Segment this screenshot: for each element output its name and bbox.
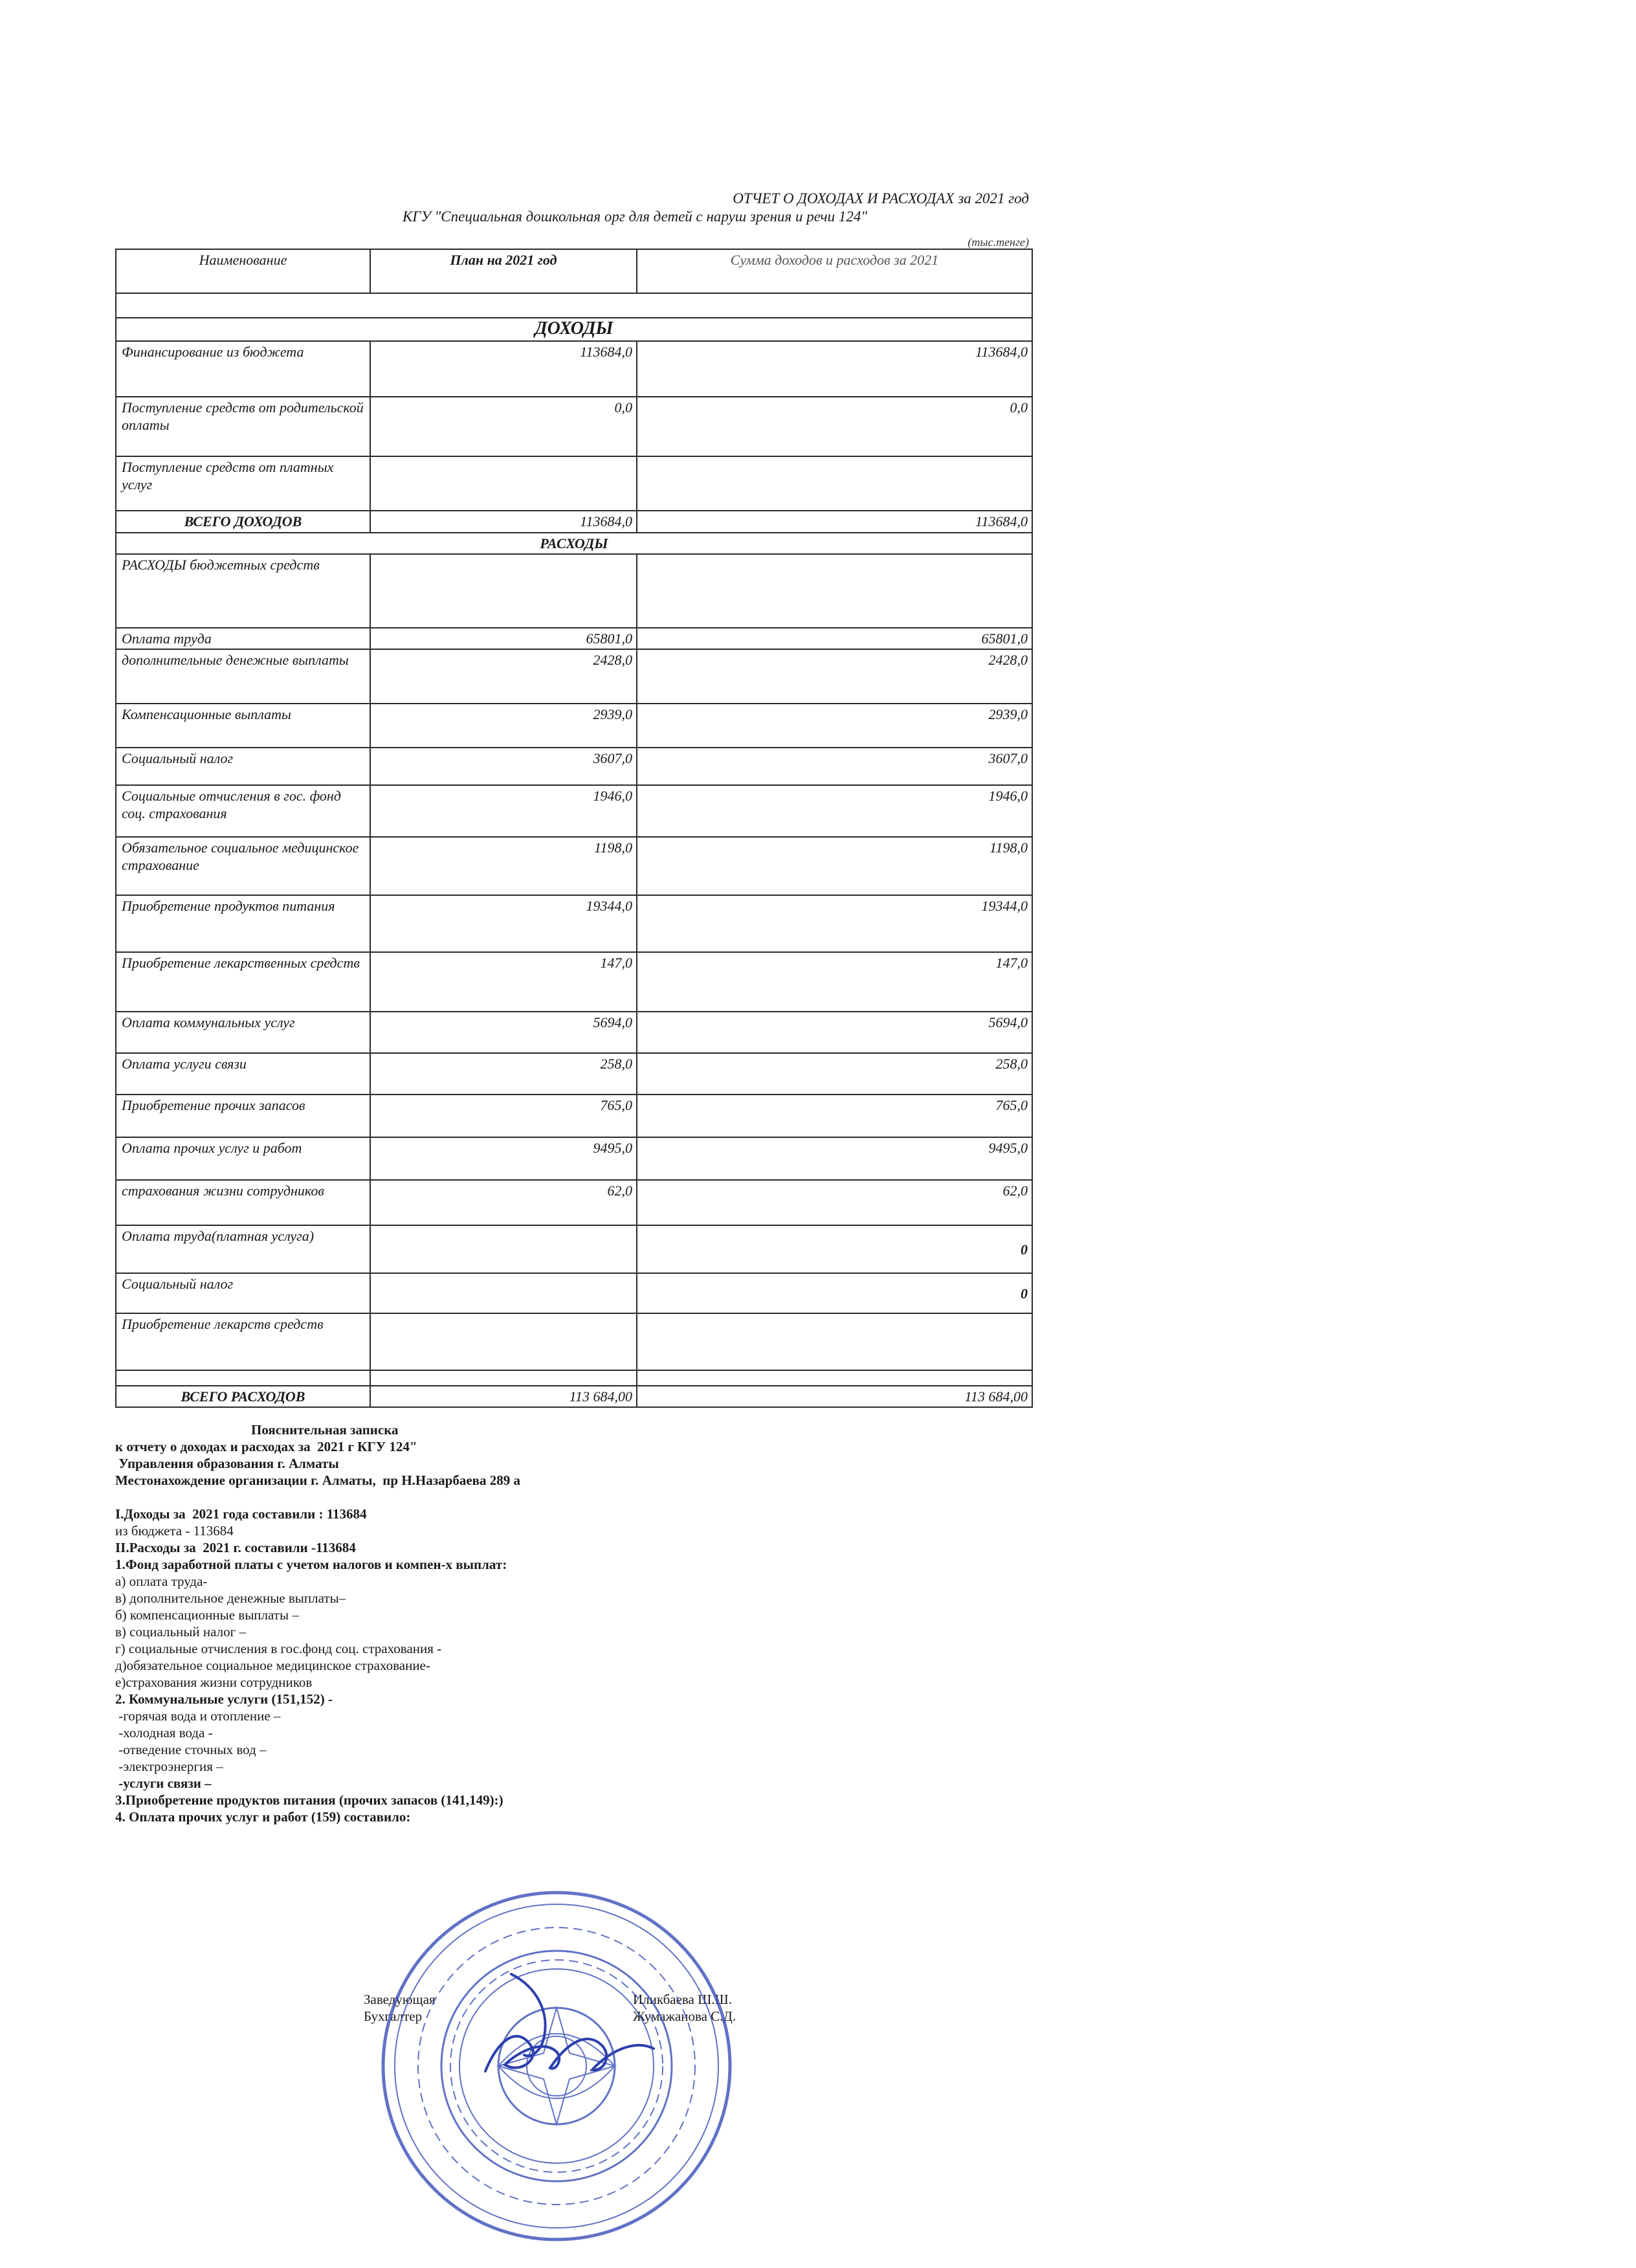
row-plan (370, 554, 637, 628)
wage-fund-heading: 1.Фонд заработной платы с учетом налогов и компен-х выплат: (115, 1557, 507, 1572)
note-line: к отчету о доходах и расходах за 2021 г КГУ 124" (115, 1439, 417, 1454)
report-title: ОТЧЕТ О ДОХОДАХ И РАСХОДАХ за 2021 год (733, 190, 1029, 206)
income-total-row (116, 511, 1032, 533)
row-name: Обязательное социальное медицинское страхование (116, 837, 370, 895)
table-row (116, 895, 1032, 952)
report-table (115, 249, 1033, 1408)
row-name: Приобретение продуктов питания (116, 895, 370, 952)
row-name: Поступление средств от платных услуг (116, 456, 370, 511)
row-plan: 1946,0 (370, 785, 637, 837)
row-plan: 258,0 (370, 1053, 637, 1095)
expense-total-label: ВСЕГО РАСХОДОВ (116, 1386, 370, 1407)
table-row (116, 1095, 1032, 1137)
explanatory-note (115, 1421, 827, 1825)
table-row (116, 837, 1032, 895)
head-role: Заведующая (364, 1992, 436, 2007)
accountant-role: Бухгалтер (364, 2008, 423, 2024)
table-row (116, 1180, 1032, 1225)
table-row (116, 628, 1032, 649)
row-actual: 1946,0 (637, 785, 1032, 837)
row-name: Приобретение лекарственных средств (116, 952, 370, 1012)
table-row (116, 456, 1032, 511)
row-name: Оплата труда(платная услуга) (116, 1225, 370, 1273)
row-plan: 3607,0 (370, 748, 637, 785)
row-name: Социальный налог (116, 1273, 370, 1313)
row-plan: 65801,0 (370, 628, 637, 649)
row-actual: 2428,0 (637, 649, 1032, 704)
table-row (116, 748, 1032, 785)
list-item: -отведение сточных вод – (115, 1742, 267, 1757)
row-name: Приобретение прочих запасов (116, 1095, 370, 1137)
list-item: г) социальные отчисления в гос.фонд соц. страхования - (115, 1641, 442, 1656)
row-name: Компенсационные выплаты (116, 704, 370, 748)
income-total-label: ВСЕГО ДОХОДОВ (116, 511, 370, 533)
list-item: б) компенсационные выплаты – (115, 1607, 299, 1623)
list-item: д)обязательное социальное медицинское страхование- (115, 1658, 430, 1673)
income-section-heading: ДОХОДЫ (116, 318, 1032, 341)
row-actual: 765,0 (637, 1095, 1032, 1137)
list-item: в) социальный налог – (115, 1624, 246, 1640)
income-total-actual: 113684,0 (637, 511, 1032, 533)
expense-total-plan: 113 684,00 (370, 1386, 637, 1407)
list-item: в) дополнительное денежные выплаты– (115, 1590, 346, 1606)
note-title: Пояснительная записка (251, 1422, 399, 1438)
row-name: Социальные отчисления в гос. фонд соц. страхования (116, 785, 370, 837)
income-summary: I.Доходы за 2021 года составили : 113684 (115, 1506, 367, 1522)
row-actual: 1198,0 (637, 837, 1032, 895)
list-item: а) оплата труда- (115, 1573, 208, 1589)
row-name: Финансирование из бюджета (116, 341, 370, 397)
table-row (116, 341, 1032, 397)
row-actual: 113684,0 (637, 341, 1032, 397)
table-row (116, 397, 1032, 456)
communication-item: -услуги связи – (115, 1775, 212, 1791)
expense-section-heading: РАСХОДЫ (116, 533, 1032, 554)
row-name: Поступление средств от родительской оплаты (116, 397, 370, 456)
row-plan: 147,0 (370, 952, 637, 1012)
row-name: Оплата труда (116, 628, 370, 649)
table-row (116, 649, 1032, 704)
table-row (116, 554, 1032, 628)
head-name: Иликбаева Ш.Ш. (633, 1992, 732, 2007)
report-subtitle: КГУ "Специальная дошкольная орг для детей с наруш зрения и речи 124" (403, 208, 867, 225)
note-line: Управления образования г. Алматы (115, 1456, 339, 1471)
expense-total-row (116, 1386, 1032, 1407)
income-total-plan: 113684,0 (370, 511, 637, 533)
row-plan: 1198,0 (370, 837, 637, 895)
col-header-actual: Сумма доходов и расходов за 2021 (637, 249, 1032, 293)
blank-line (115, 1489, 827, 1506)
note-line: Местонахождение организации г. Алматы, пр Н.Назарбаева 289 а (115, 1473, 521, 1488)
row-plan (370, 1313, 637, 1370)
handwritten-signature-icon (459, 1961, 673, 2091)
table-row (116, 1313, 1032, 1370)
row-name: Оплата прочих услуг и работ (116, 1137, 370, 1180)
row-plan (370, 456, 637, 511)
food-item: 3.Приобретение продуктов питания (прочих запасов (141,149):) (115, 1792, 503, 1808)
row-plan: 0,0 (370, 397, 637, 456)
row-actual: 5694,0 (637, 1012, 1032, 1053)
row-name: Приобретение лекарств средств (116, 1313, 370, 1370)
row-name: Оплата услуги связи (116, 1053, 370, 1095)
row-plan: 62,0 (370, 1180, 637, 1225)
expense-total-actual: 113 684,00 (637, 1386, 1032, 1407)
row-plan: 765,0 (370, 1095, 637, 1137)
table-row (116, 1053, 1032, 1095)
units-label: (тыс.тенге) (967, 236, 1029, 249)
row-plan: 2939,0 (370, 704, 637, 748)
row-actual: 0,0 (637, 397, 1032, 456)
empty-cell (637, 1370, 1032, 1386)
accountant-name: Жумажанова С.Д. (633, 2008, 736, 2024)
row-plan: 5694,0 (370, 1012, 637, 1053)
list-item: -холодная вода - (115, 1725, 213, 1740)
table-row (116, 1137, 1032, 1180)
row-name: Социальный налог (116, 748, 370, 785)
col-header-name: Наименование (116, 249, 370, 293)
row-name: дополнительные денежные выплаты (116, 649, 370, 704)
row-actual: 65801,0 (637, 628, 1032, 649)
row-actual: 0 (637, 1273, 1032, 1313)
other-services-item: 4. Оплата прочих услуг и работ (159) составило: (115, 1809, 411, 1825)
table-row (116, 1273, 1032, 1313)
empty-cell (116, 1370, 370, 1386)
row-actual: 147,0 (637, 952, 1032, 1012)
row-actual (637, 554, 1032, 628)
row-actual (637, 1313, 1032, 1370)
row-name: РАСХОДЫ бюджетных средств (116, 554, 370, 628)
table-row (116, 704, 1032, 748)
row-actual: 0 (637, 1225, 1032, 1273)
expense-summary: II.Расходы за 2021 г. составили -113684 (115, 1540, 356, 1555)
row-name: страхования жизни сотрудников (116, 1180, 370, 1225)
utilities-heading: 2. Коммунальные услуги (151,152) - (115, 1691, 333, 1707)
row-actual: 19344,0 (637, 895, 1032, 952)
row-plan: 113684,0 (370, 341, 637, 397)
list-item: е)страхования жизни сотрудников (115, 1674, 313, 1690)
row-plan (370, 1273, 637, 1313)
table-row (116, 1225, 1032, 1273)
row-actual: 9495,0 (637, 1137, 1032, 1180)
row-actual: 62,0 (637, 1180, 1032, 1225)
list-item: -электроэнергия – (115, 1759, 223, 1774)
row-actual: 3607,0 (637, 748, 1032, 785)
empty-cell (370, 1370, 637, 1386)
row-plan: 2428,0 (370, 649, 637, 704)
row-actual: 2939,0 (637, 704, 1032, 748)
row-plan: 9495,0 (370, 1137, 637, 1180)
list-item: -горячая вода и отопление – (115, 1708, 281, 1724)
table-row (116, 1012, 1032, 1053)
table-row (116, 785, 1032, 837)
col-header-plan: План на 2021 год (370, 249, 637, 293)
row-plan (370, 1225, 637, 1273)
table-header-row (116, 249, 1032, 293)
spacer-row (116, 293, 1032, 318)
income-budget: из бюджета - 113684 (115, 1523, 234, 1539)
row-actual: 258,0 (637, 1053, 1032, 1095)
row-plan: 19344,0 (370, 895, 637, 952)
row-name: Оплата коммунальных услуг (116, 1012, 370, 1053)
row-actual (637, 456, 1032, 511)
table-row (116, 952, 1032, 1012)
